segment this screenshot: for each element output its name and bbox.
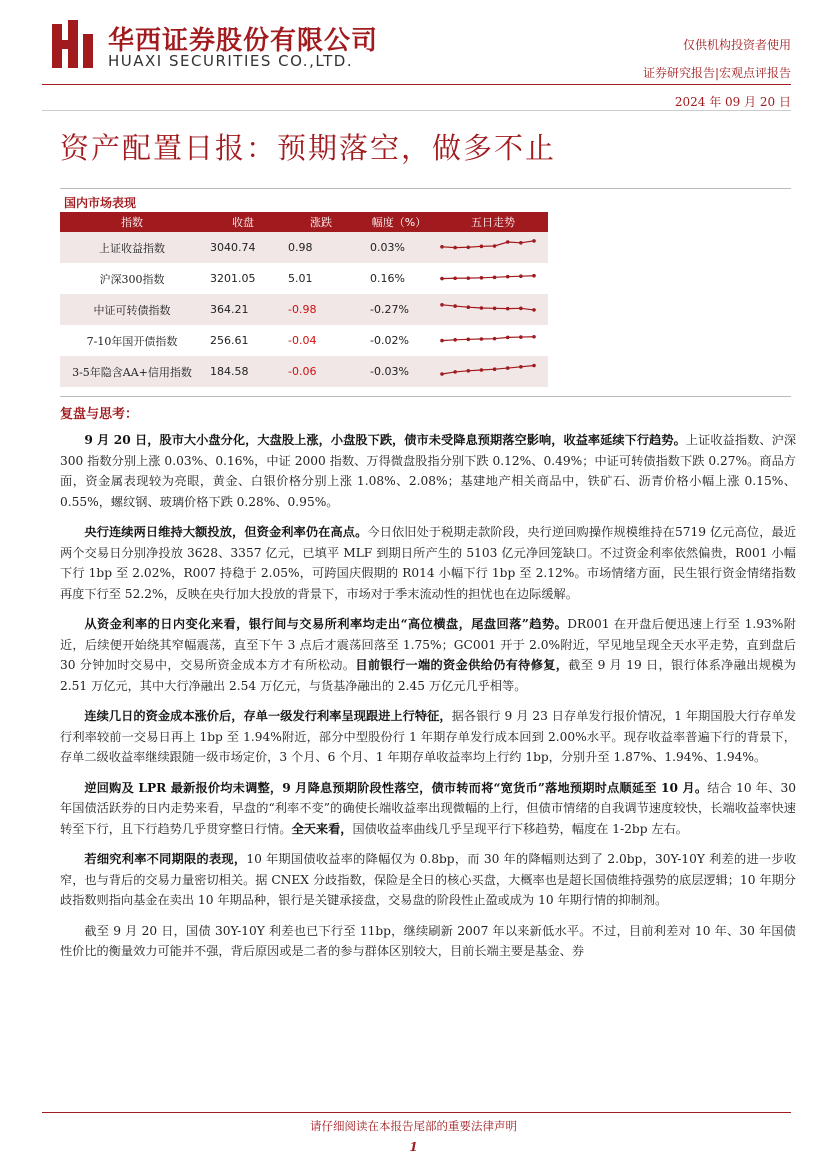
change-value: -0.06	[288, 365, 317, 378]
paragraph-3	[60, 614, 796, 696]
company-name-en: HUAXI SECURITIES CO.,LTD.	[108, 52, 354, 70]
trend-sparkline	[438, 359, 538, 381]
report-body	[60, 430, 796, 972]
five-day-trend	[438, 235, 548, 260]
report-type: 证券研究报告|宏观点评报告	[642, 66, 791, 80]
market-table	[60, 212, 548, 387]
trend-point	[532, 274, 536, 278]
trend-point	[453, 246, 457, 250]
paragraph-4	[60, 706, 796, 768]
trend-point	[519, 365, 523, 369]
trend-point	[440, 245, 444, 249]
five-day-trend	[438, 359, 548, 384]
trend-point	[493, 276, 497, 280]
trend-point	[453, 276, 457, 280]
paragraph-text: DR001 在开盘后便迅速上行至 1.93%附近，后续便开始绕其窄幅震荡，直至下午 3 点后才震荡回落至 1.75%；GC001 开于 2.0%附近，罕见地呈现全天水平走势，直到盘后 30 分钟加时交易中，交易所资金成本方才有所松动。	[60, 617, 796, 672]
trend-point	[480, 337, 484, 341]
paragraph-lead: 央行连续两日维持大额投放，但资金利率仍在高点。	[84, 525, 368, 539]
trend-point	[440, 372, 444, 376]
close-value: 3201.05	[210, 272, 256, 285]
paragraph-5	[60, 778, 796, 840]
trend-point	[519, 241, 523, 245]
page-number: 1	[409, 1140, 418, 1154]
close-value: 256.61	[210, 334, 249, 347]
index-name: 中证可转债指数	[93, 303, 171, 317]
pct-value: 0.03%	[370, 241, 405, 254]
pct-value: -0.02%	[370, 334, 409, 347]
report-date: 2024 年 09 月 20 日	[674, 95, 791, 109]
change-value: 5.01	[288, 272, 313, 285]
index-name: 3-5年隐含AA+信用指数	[72, 365, 192, 379]
trend-point	[440, 339, 444, 343]
pct-value: -0.03%	[370, 365, 409, 378]
paragraph-text: 今日依旧处于税期走款阶段，央行逆回购操作规模维持在5719 亿元高位，最近两个交易日分别净投放 3628、3357 亿元，已填平 MLF 到期日所产生的 5103 亿元净回笼缺口。不过资金利率依然偏贵，R001 小幅下行 1bp 至 2.02%，R007 持稳于 2.05%，可跨国庆假期的 R014 小幅下行 1bp 至 2.12%。市场情绪方面，民生银行资金情绪指数再度下行至 52.2%，反映在央行加大投放的背景下，市场对于季末流动性的担忧也在边际缓解。	[60, 525, 797, 601]
trend-point	[453, 370, 457, 374]
paragraph-lead: 连续几日的资金成本涨价后，存单一级发行利率呈现跟进上行特征，	[84, 709, 452, 723]
table-row	[60, 263, 548, 294]
company-name-cn: 华西证券股份有限公司	[108, 26, 379, 56]
trend-point	[480, 276, 484, 280]
trend-point	[466, 305, 470, 309]
paragraph-emphasis: 全天来看，	[291, 821, 353, 836]
close-value: 364.21	[210, 303, 249, 316]
paragraph-lead: 从资金利率的日内变化来看，银行间与交易所利率均走出“高位横盘，尾盘回落”趋势。	[84, 617, 568, 631]
trend-point	[519, 274, 523, 278]
date-divider	[42, 110, 791, 111]
report-title: 资产配置日报：预期落空，做多不止	[60, 131, 557, 165]
paragraph-1	[60, 430, 796, 512]
five-day-trend	[438, 297, 548, 322]
five-day-trend	[438, 328, 548, 353]
paragraph-6	[60, 849, 796, 911]
table-row	[60, 294, 548, 325]
col-header-change: 涨跌	[310, 216, 332, 229]
footer-divider	[42, 1112, 791, 1113]
paragraph-text: 结合 10 年、30 年国债活跃券的日内走势来看，早盘的“利率不变”的确使长端收益率出现微幅的上行，但债市情绪的自我调节速度较快，长端收益率快速转至下行，且下行趋势几乎贯穿整日行情。	[60, 780, 796, 836]
market-table-header	[60, 212, 548, 232]
market-section-title: 国内市场表现	[64, 196, 137, 210]
trend-point	[532, 335, 536, 339]
trend-sparkline	[438, 235, 538, 257]
legal-disclaimer: 请仔细阅读在本报告尾部的重要法律声明	[310, 1119, 517, 1133]
trend-point	[519, 307, 523, 311]
trend-point	[493, 367, 497, 371]
close-value: 3040.74	[210, 241, 256, 254]
trend-point	[440, 277, 444, 281]
table-row	[60, 325, 548, 356]
index-name: 沪深300指数	[99, 272, 165, 286]
trend-point	[532, 239, 536, 243]
trend-point	[480, 306, 484, 310]
trend-point	[506, 275, 510, 279]
trend-point	[440, 303, 444, 307]
trend-point	[466, 245, 470, 249]
trend-point	[453, 304, 457, 308]
trend-point	[506, 366, 510, 370]
change-value: 0.98	[288, 241, 313, 254]
title-divider	[60, 188, 791, 189]
trend-point	[480, 245, 484, 249]
paragraph-text: 10 年期国债收益率的降幅仅为 0.8bp，而 30 年的降幅则达到了 2.0bp，30Y-10Y 利差的进一步收窄，也与背后的交易力量密切相关。据 CNEX 分歧指数，保险是全日的核心买盘，大概率也是超长国债维持强势的底层逻辑；10 年期分歧指数则指向基金在卖出 10 年期品种，银行是关键承接盘，交易盘的阶段性止盈或成为 10 年期行情的抑制剂。	[60, 852, 797, 907]
paragraph-2	[60, 522, 796, 604]
trend-point	[506, 336, 510, 340]
change-value: -0.04	[288, 334, 317, 347]
trend-point	[466, 369, 470, 373]
trend-sparkline	[438, 266, 538, 288]
huaxi-logo-icon	[52, 20, 96, 68]
paragraph-text: 截至 9 月 19 日，银行体系净融出规模为 2.51 万亿元，其中大行净融出 2.54 万亿元，与货基净融出的 2.45 万亿元几乎相等。	[60, 658, 796, 693]
paragraph-emphasis: 目前银行一端的资金供给仍有待修复，	[355, 658, 569, 672]
trend-sparkline	[438, 297, 538, 319]
trend-point	[506, 307, 510, 311]
index-name: 上证收益指数	[99, 241, 165, 255]
trend-point	[493, 244, 497, 248]
five-day-trend	[438, 266, 548, 291]
paragraph-lead: 若细究利率不同期限的表现，	[84, 852, 247, 866]
trend-point	[453, 338, 457, 342]
trend-point	[506, 240, 510, 244]
header-divider	[42, 84, 791, 85]
change-value: -0.98	[288, 303, 317, 316]
col-header-close: 收盘	[232, 216, 254, 229]
paragraph-lead: 逆回购及 LPR 最新报价均未调整，9 月降息预期阶段性落空，债市转而将“宽货币”落地预期时点顺延至 10 月。	[84, 780, 708, 795]
trend-point	[493, 307, 497, 311]
paragraph-lead: 9 月 20 日，股市大小盘分化，大盘股上涨，小盘股下跌，债市未受降息预期落空影响，收益率延续下行趋势。	[84, 433, 686, 447]
trend-point	[532, 364, 536, 368]
close-value: 184.58	[210, 365, 249, 378]
paragraph-7	[60, 921, 796, 962]
trend-point	[493, 337, 497, 341]
paragraph-text: 截至 9 月 20 日，国债 30Y-10Y 利差也已下行至 11bp，继续刷新 2007 年以来新低水平。不过，目前利差对 10 年、30 年国债性价比的衡量效力可能并不强，背后原因或是二者的参与群体区别较大，目前长端主要是基金、券	[60, 923, 796, 958]
paragraph-text: 据各银行 9 月 23 日存单发行报价情况，1 年期国股大行存单发行利率较前一交易日再上 1bp 至 1.94%附近，部分中型股份行 1 年期存单发行成本回到 2.00%水平。现存收益率普遍下行的背景下，存单二级收益率继续跟随一级市场定价，3 个月、6 个月、1 年期存单收益率均上行约 1bp，分别升至 1.87%、1.94%、1.94%。	[60, 709, 797, 764]
trend-point	[480, 368, 484, 372]
trend-point	[466, 276, 470, 280]
paragraph-text: 国债收益率曲线几乎呈现平行下移趋势，幅度在 1-2bp 左右。	[352, 821, 688, 836]
table-row	[60, 356, 548, 387]
pct-value: -0.27%	[370, 303, 409, 316]
pct-value: 0.16%	[370, 272, 405, 285]
trend-point	[532, 308, 536, 312]
col-header-pct: 幅度（%）	[371, 216, 427, 229]
audience-note: 仅供机构投资者使用	[682, 38, 791, 52]
trend-point	[519, 335, 523, 339]
trend-sparkline	[438, 328, 538, 350]
paragraph-text: 上证收益指数、沪深 300 指数分别上涨 0.03%、0.16%，中证 2000 指数、万得微盘股指分别下跌 0.12%、0.49%；中证可转债指数下跌 0.27%。商品方面，资金属表现较为亮眼，黄金、白银价格分别上涨 1.08%、2.08%；基建地产相关商品中，铁矿石、沥青价格小幅上涨 0.15%、0.55%，螺纹钢、玻璃价格下跌 0.28%、0.95%。	[60, 433, 797, 509]
col-header-index: 指数	[121, 216, 143, 229]
table-row	[60, 232, 548, 263]
col-header-trend: 五日走势	[471, 216, 515, 229]
index-name: 7-10年国开债指数	[86, 334, 178, 348]
review-section-title: 复盘与思考：	[60, 407, 139, 422]
trend-point	[466, 338, 470, 342]
table-divider	[60, 396, 791, 397]
